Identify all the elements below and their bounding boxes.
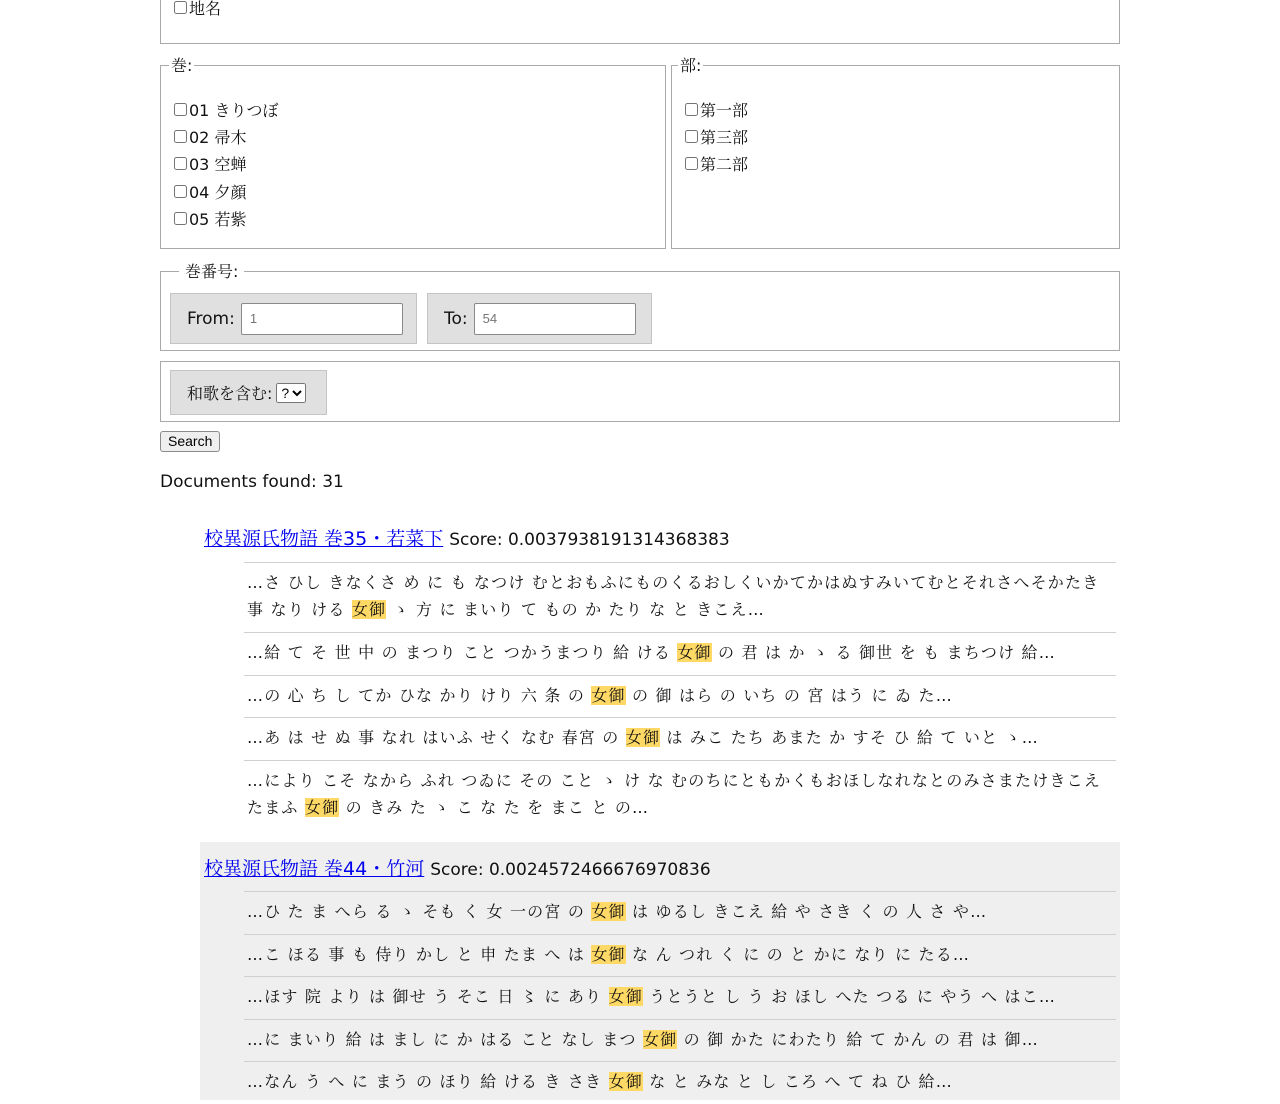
maki-fieldset: [160, 56, 666, 249]
highlight-keyword: 女御: [591, 902, 626, 921]
waka-group: [170, 370, 327, 415]
snippet-text-after: ゝ 方 に まいり て もの か たり な と きこえ…: [386, 600, 766, 619]
maki-label-02: 02 帚木: [189, 128, 247, 147]
snippet-text-after: の 御 はら の いち の 宮 はう に ゐ た…: [625, 686, 953, 705]
snippet-text-before: …ひ た ま へら る ゝ そも く 女 一の宮 の: [247, 902, 592, 921]
snippet-text-after: な と みな と し ころ へ て ね ひ 給…: [642, 1072, 953, 1091]
snippet: [244, 934, 1116, 976]
highlight-keyword: 女御: [591, 686, 626, 705]
maki-checkbox-01[interactable]: [174, 103, 187, 116]
maki-legend: 巻:: [171, 56, 193, 75]
search-button[interactable]: Search: [160, 431, 220, 452]
snippet: [244, 1061, 1116, 1104]
snippet-text-before: …さ ひし きなくさ め に も なつけ むとおもふにものくるおしくいかてかはぬすみいてむとそれさへそかたき 事 なり ける: [247, 573, 1100, 619]
snippet: [244, 976, 1116, 1019]
waka-fieldset: [160, 361, 1120, 422]
snippet: [244, 760, 1116, 830]
maki-item: [174, 212, 246, 234]
maki-item: [174, 185, 246, 207]
documents-found: Documents found: 31: [160, 472, 344, 492]
result-item: [200, 842, 1120, 1100]
result-title-link[interactable]: 校異源氏物語 巻35・若菜下: [204, 528, 444, 550]
snippet-text-before: …給 て そ 世 中 の まつり こと つかうまつり 給 ける: [247, 643, 678, 662]
attribute-fieldset: [160, 0, 1120, 44]
snippet-text-after: は ゆるし きこえ 給 や さき く の 人 さ や…: [625, 902, 988, 921]
snippet-text-after: の きみ た ゝ こ な た を まこ と の…: [339, 798, 650, 817]
from-group: [170, 293, 417, 344]
snippet-text-after: の 御 かた にわたり 給 て かん の 君 は 御…: [677, 1030, 1039, 1049]
bu-checkbox-1[interactable]: [685, 103, 698, 116]
snippet-text-before: …ほす 院 より は 御せ う そこ 日 〻 に あり: [247, 987, 609, 1006]
maki-label-01: 01 きりつぼ: [189, 101, 279, 120]
checkbox-row-place: [174, 1, 221, 23]
bu-legend: 部:: [680, 56, 702, 75]
snippet: [244, 891, 1116, 934]
result-header: [204, 854, 711, 880]
highlight-keyword: 女御: [625, 728, 661, 747]
from-label: From:: [187, 308, 235, 329]
place-name-checkbox[interactable]: [174, 1, 187, 14]
snippet-text-before: …に まいり 給 は まし に か はる こと なし まつ: [247, 1030, 643, 1049]
maki-item: [174, 130, 246, 152]
result-title-link[interactable]: 校異源氏物語 巻44・竹河: [204, 858, 425, 880]
maki-checkbox-04[interactable]: [174, 185, 187, 198]
snippet-text-before: …こ ほる 事 も 侍り かし と 申 たま へ は: [247, 945, 592, 964]
maki-checkbox-02[interactable]: [174, 130, 187, 143]
waka-label: 和歌を含む:: [187, 384, 273, 403]
waka-select[interactable]: [276, 383, 306, 403]
snippet: [244, 717, 1116, 760]
to-label: To:: [444, 308, 468, 329]
bu-checkbox-3[interactable]: [685, 130, 698, 143]
snippet-text-after: の 君 は か ゝ る 御世 を も まちつけ 給…: [711, 643, 1056, 662]
snippet: [244, 1019, 1116, 1061]
bu-label-3: 第三部: [700, 128, 749, 147]
place-name-label: 地名: [189, 0, 222, 18]
highlight-keyword: 女御: [677, 643, 712, 662]
highlight-keyword: 女御: [608, 987, 643, 1006]
result-item: [200, 516, 1120, 828]
snippet: [244, 675, 1116, 717]
to-group: [427, 293, 652, 344]
highlight-keyword: 女御: [591, 945, 626, 964]
to-input[interactable]: [474, 303, 636, 335]
maki-label-05: 05 若紫: [189, 210, 247, 229]
maki-item: [174, 157, 246, 179]
maki-checkbox-03[interactable]: [174, 157, 187, 170]
result-header: [204, 524, 730, 550]
snippet-text-before: …なん う へ に まう の ほり 給 ける き さき: [247, 1072, 609, 1091]
snippet-text-after: は みこ たち あまた か すそ ひ 給 て いと ゝ…: [660, 728, 1039, 747]
bu-fieldset: [671, 56, 1120, 249]
bu-item: [685, 130, 748, 152]
bu-item: [685, 103, 748, 125]
bu-checkbox-2[interactable]: [685, 157, 698, 170]
bu-item: [685, 157, 748, 179]
maki-label-04: 04 夕顔: [189, 183, 247, 202]
range-fieldset: [160, 262, 1120, 351]
snippet-text-after: うとうと し う お ほし へた つる に やう へ はこ…: [642, 987, 1057, 1006]
snippet-text-before: …あ は せ ぬ 事 なれ はいふ せく なむ 春宮 の: [247, 728, 626, 747]
highlight-keyword: 女御: [608, 1072, 643, 1091]
bu-label-2: 第二部: [700, 155, 749, 174]
maki-checkbox-05[interactable]: [174, 212, 187, 225]
maki-item: [174, 103, 278, 125]
snippet: [244, 562, 1116, 632]
highlight-keyword: 女御: [642, 1030, 678, 1049]
snippet-text-after: な ん つれ く に の と かに なり に たる…: [625, 945, 971, 964]
result-score: Score: 0.0037938191314368383: [449, 530, 730, 550]
bu-label-1: 第一部: [700, 101, 749, 120]
highlight-keyword: 女御: [304, 798, 340, 817]
snippet-text-before: …により こそ なから ふれ つゐに その こと ゝ け な むのちにともかくもおほしなれなとのみさまたけきこえたまふ: [247, 771, 1102, 817]
highlight-keyword: 女御: [351, 600, 387, 619]
result-score: Score: 0.0024572466676970836: [430, 860, 711, 880]
maki-label-03: 03 空蝉: [189, 155, 247, 174]
snippet: [244, 632, 1116, 675]
range-legend: 巻番号:: [179, 263, 244, 281]
from-input[interactable]: [241, 303, 403, 335]
snippet-text-before: …の 心 ち し てか ひな かり けり 六 条 の: [247, 686, 592, 705]
